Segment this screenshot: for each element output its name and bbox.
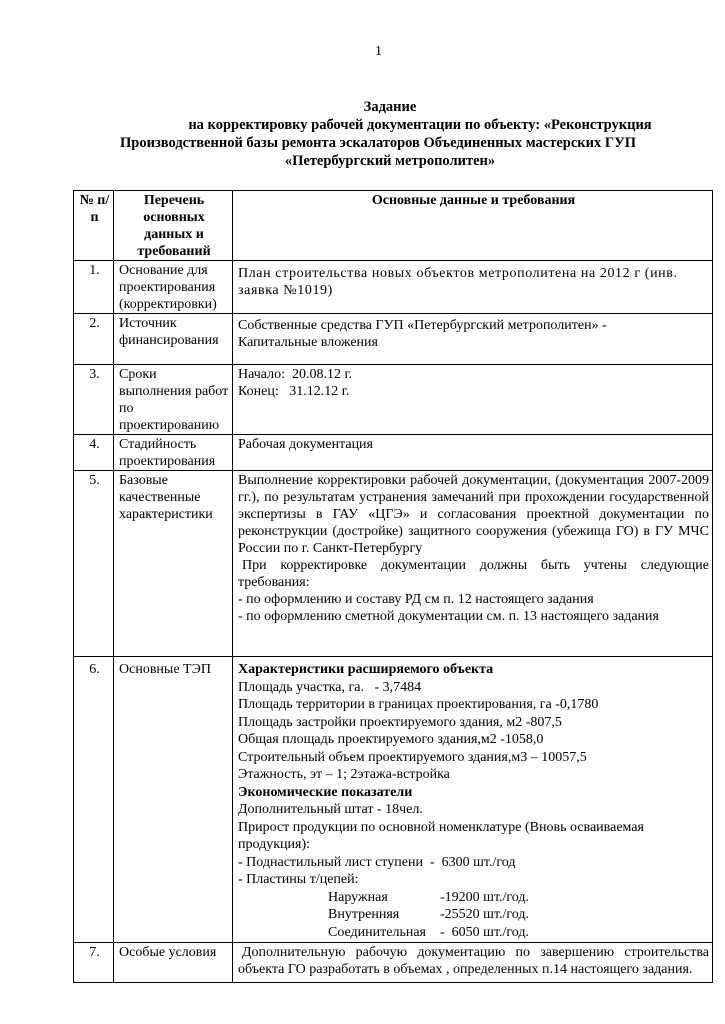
table-row <box>74 261 713 314</box>
row-value <box>233 943 713 983</box>
tep-line: Прирост продукции по основной номенклатуре (Вновь осваиваемая продукция): <box>238 819 644 852</box>
row-number: 2. <box>74 314 114 365</box>
row-value-line: Дополнительную рабочую документацию по завершению строительства объекта ГО разработать в объемах , определенных п.14 настоящего задания. <box>238 945 709 977</box>
end-date: Конец: 31.12.12 г. <box>238 384 350 399</box>
header-num: № п/п <box>74 191 114 261</box>
row-label: Сроки выполнения работ по проектированию <box>114 365 233 435</box>
row-number: 5. <box>74 471 114 657</box>
row-label: Основание для проектирования (корректировки) <box>114 261 233 314</box>
tep-line: Общая площадь проектируемого здания,м2 -1058,0 <box>238 732 544 747</box>
product-line <box>238 906 709 924</box>
requirement-item: - по оформлению сметной документации см. п. 13 настоящего задания <box>238 609 659 624</box>
title-line-1: Задание <box>363 99 417 115</box>
requirement-item: - по оформлению и составу РД см п. 12 настоящего задания <box>238 592 594 607</box>
table-row <box>74 365 713 435</box>
table-row <box>74 943 713 983</box>
row-value-line: План строительства новых объектов метрополитена на 2012 г (инв. заявка №1019) <box>238 266 678 298</box>
table-row <box>74 657 713 943</box>
row-number: 3. <box>74 365 114 435</box>
product-value: -25520 шт./год. <box>440 907 530 922</box>
page-number: 1 <box>375 44 382 59</box>
row-number: 6. <box>74 657 114 943</box>
paragraph-correction: Выполнение корректировки рабочей документации, (документация 2007-2009 гг.), по результатам устранения замечаний при прохождении государственной экспертизы в ГАУ «ЦГЭ» и согласования проектной документации по реконструкции (достройке) защитного сооружения (убежища ГО) в ГУ МЧС России по г. Санкт-Петербургу <box>238 473 709 556</box>
tep-line: - Пластины т/цепей: <box>238 872 359 887</box>
row-label: Базовые качественные характеристики <box>114 471 233 657</box>
header-main: Основные данные и требования <box>233 191 713 261</box>
paragraph-requirements: При корректировке документации должны быть учтены следующие требования: <box>238 558 709 590</box>
document-title <box>100 98 680 170</box>
tep-line: Строительный объем проектируемого здания,м3 – 10057,5 <box>238 749 587 765</box>
tep-line: Площадь застройки проектируемого здания, м2 -807,5 <box>238 714 562 730</box>
row-number: 7. <box>74 943 114 983</box>
title-line-3: Производственной базы ремонта эскалаторов Объединенных мастерских ГУП <box>120 135 636 151</box>
requirements-table <box>73 190 713 983</box>
product-name: Внутренняя <box>328 907 400 922</box>
row-label: Стадийность проектирования <box>114 435 233 471</box>
row-label: Источник финансирования <box>114 314 233 365</box>
row-value <box>233 261 713 314</box>
header-list: Перечень основных данных и требований <box>114 191 233 261</box>
row-value <box>233 365 713 435</box>
tep-line: Площадь территории в границах проектирования, га -0,1780 <box>238 697 599 712</box>
row-value-line: Собственные средства ГУП «Петербургский метрополитен» - Капитальные вложения <box>238 318 607 350</box>
tep-line: Этажность, эт – 1; 2этажа-встройка <box>238 767 450 782</box>
row-value <box>233 314 713 365</box>
tep-line: Дополнительный штат - 18чел. <box>238 802 423 817</box>
table-row <box>74 471 713 657</box>
tep-line: Площадь участка, га. - 3,7484 <box>238 679 422 695</box>
table-row <box>74 314 713 365</box>
title-line-4: «Петербургский метрополитен» <box>284 153 496 169</box>
product-value: - 6050 шт./год. <box>440 924 530 940</box>
product-value: -19200 шт./год. <box>440 889 530 905</box>
row-label: Особые условия <box>114 943 233 983</box>
product-name: Соединительная <box>328 924 426 940</box>
title-line-2: на корректировку рабочей документации по объекту: «Реконструкция <box>188 117 652 133</box>
start-date: Начало: 20.08.12 г. <box>238 367 353 382</box>
row-value <box>233 471 713 657</box>
table-header-row <box>74 191 713 261</box>
section-heading: Экономические показатели <box>238 784 413 800</box>
row-label: Основные ТЭП <box>114 657 233 943</box>
product-name: Наружная <box>328 889 388 905</box>
row-value-line: Рабочая документация <box>238 437 373 452</box>
product-line <box>238 889 709 907</box>
row-number: 1. <box>74 261 114 314</box>
table-row <box>74 435 713 471</box>
product-line <box>238 924 709 942</box>
tep-line: - Поднастильный лист ступени - 6300 шт./год <box>238 854 516 870</box>
row-value <box>233 657 713 943</box>
section-heading: Характеристики расширяемого объекта <box>238 662 494 677</box>
row-number: 4. <box>74 435 114 471</box>
row-value <box>233 435 713 471</box>
